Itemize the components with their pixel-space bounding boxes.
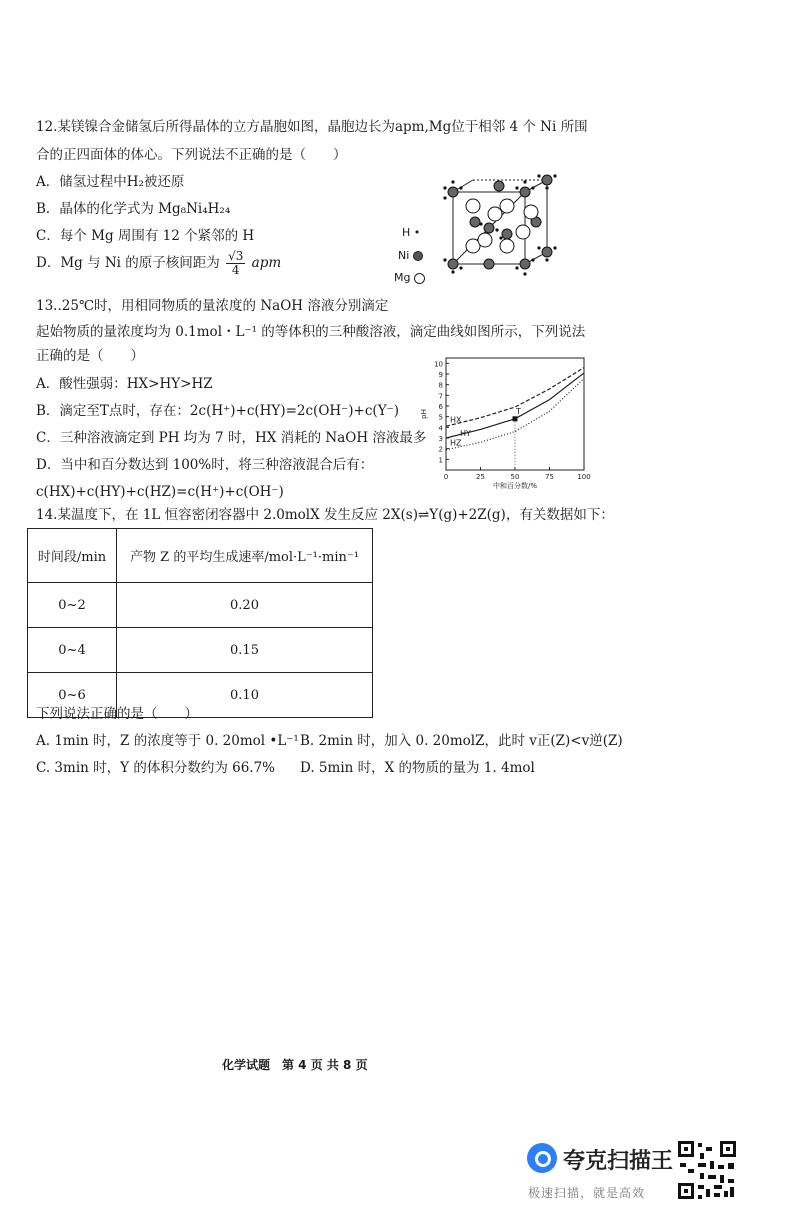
q12-option-d (36, 250, 281, 277)
qr-code-icon (676, 1139, 738, 1201)
fraction (226, 250, 245, 277)
series-label-hx: HX (450, 415, 462, 425)
table-row (28, 583, 373, 628)
q14-option-d: D. 5min 时，X 的物质的量为 1. 4mol (300, 760, 535, 776)
plot-frame (446, 358, 584, 470)
q14-question: 下列说法正确的是（ ） (36, 706, 198, 722)
x-tick-label: 25 (476, 473, 485, 481)
q13-option-a: A．酸性强弱：HX>HY>HZ (36, 376, 213, 392)
q12-option-a: A．储氢过程中H₂被还原 (36, 174, 185, 190)
y-tick-label: 3 (438, 435, 443, 443)
fraction-numerator: √3 (228, 249, 244, 263)
series-label-hz: HZ (450, 438, 462, 448)
brand-logo-icon (527, 1143, 557, 1173)
y-tick-label: 5 (438, 413, 443, 422)
y-tick-label: 6 (438, 403, 443, 411)
legend-mg: Mg (394, 271, 425, 284)
x-axis-label: 中和百分数/% (492, 482, 538, 490)
legend-ni: Ni (398, 249, 423, 262)
table-header-cell: 产物 Z 的平均生成速率/mol·L⁻¹·min⁻¹ (117, 529, 373, 583)
y-tick-label: 4 (438, 424, 443, 433)
q12-option-c: C．每个 Mg 周围有 12 个紧邻的 H (36, 228, 255, 244)
table-cell: 0~2 (28, 583, 117, 628)
y-axis-label: pH (420, 409, 428, 419)
table-header-row (28, 529, 373, 583)
q12-stem-line2: 合的正四面体的体心。下列说法不正确的是（ ） (36, 147, 347, 163)
series-label-hy: HY (460, 429, 471, 438)
table-header-cell: 时间段/min (28, 529, 117, 583)
brand-slogan: 极速扫描，就是高效 (528, 1186, 646, 1200)
q14-stem: 14.某温度下，在 1L 恒容密闭容器中 2.0molX 发生反应 2X(s)⇌Y(g)+2Z(g)，有关数据如下： (36, 507, 614, 523)
table-cell: 0.10 (117, 673, 373, 718)
q14-option-c: C. 3min 时，Y 的体积分数约为 66.7% (36, 760, 276, 776)
point-marker (513, 416, 518, 421)
y-tick-label: 8 (438, 381, 443, 390)
q13-stem-line3: 正确的是（ ） (36, 348, 144, 364)
q12-option-b: B．晶体的化学式为 Mg₈Ni₄H₂₄ (36, 201, 231, 217)
point-label: T (516, 406, 521, 416)
crystal-cell-diagram (435, 172, 565, 287)
brand-name: 夸克扫描王 (563, 1149, 674, 1174)
table-cell: 0.20 (117, 583, 373, 628)
q13-option-d-line2: c(HX)+c(HY)+c(HZ)=c(H⁺)+c(OH⁻) (36, 484, 284, 500)
x-tick-label: 0 (443, 473, 449, 481)
rate-table (27, 528, 373, 718)
q13-option-d-line1: D．当中和百分数达到 100%时，将三种溶液混合后有： (36, 457, 374, 473)
x-tick-label: 75 (545, 473, 554, 481)
table-row (28, 628, 373, 673)
q13-option-c: C．三种溶液滴定到 PH 均为 7 时，HX 消耗的 NaOH 溶液最多 (36, 430, 427, 446)
titration-chart (418, 352, 598, 492)
q12-option-d-prefix: D．Mg 与 Ni 的原子核间距为 (36, 255, 220, 271)
x-tick-label: 100 (577, 473, 591, 481)
q13-option-b: B．滴定至T点时，存在：2c(H⁺)+c(HY)=2c(OH⁻)+c(Y⁻) (36, 403, 400, 419)
legend-h: H • (402, 226, 421, 239)
y-tick-label: 9 (438, 371, 443, 379)
q14-option-b: B. 2min 时，加入 0. 20molZ，此时 v正(Z)<v逆(Z) (300, 733, 623, 749)
y-tick-label: 1 (438, 456, 443, 465)
q12-option-d-unit: apm (251, 255, 282, 271)
y-tick-label: 2 (438, 445, 443, 454)
q14-option-a: A. 1min 时，Z 的浓度等于 0. 20mol •L⁻¹ (36, 733, 299, 749)
table-cell: 0~6 (28, 673, 117, 718)
table-cell: 0~4 (28, 628, 117, 673)
q13-stem-line2: 起始物质的量浓度均为 0.1mol・L⁻¹ 的等体积的三种酸溶液，滴定曲线如图所示，下列说法 (36, 324, 586, 340)
y-tick-label: 7 (438, 392, 443, 401)
x-tick-label: 50 (510, 473, 520, 481)
q13-stem-line1: 13..25℃时，用相同物质的量浓度的 NaOH 溶液分别滴定 (36, 298, 389, 314)
table-cell: 0.15 (117, 628, 373, 673)
y-tick-label: 10 (434, 360, 443, 369)
page-footer: 化学试题 第 4 页 共 8 页 (222, 1058, 368, 1072)
fraction-denominator: 4 (231, 263, 240, 277)
q12-stem-line1: 12.某镁镍合金储氢后所得晶体的立方晶胞如图，晶胞边长为apm,Mg位于相邻 4 个 Ni 所围 (36, 119, 588, 135)
